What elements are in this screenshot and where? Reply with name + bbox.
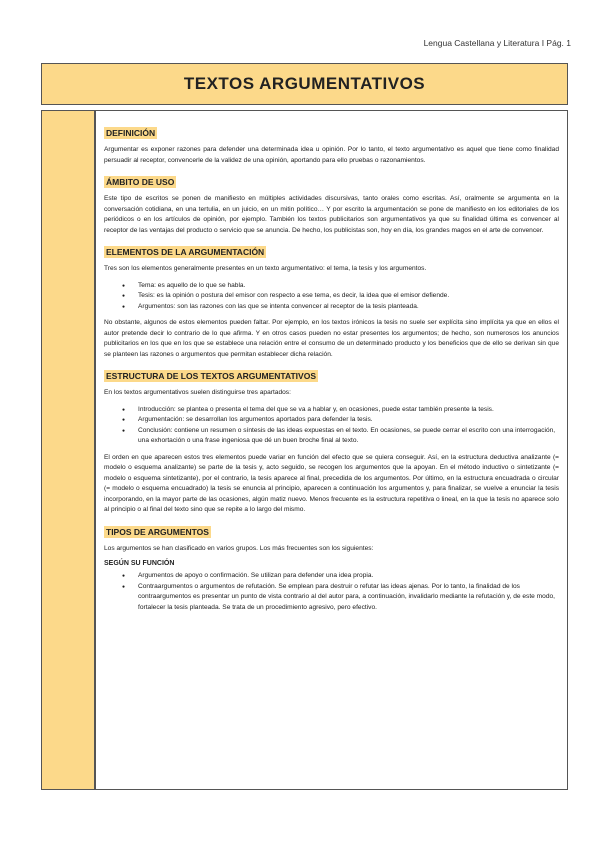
list-item: ● Tesis: es la opinión o postura del emisor con respecto a ese tema, es decir, la idea que el emisor defiende. [138,291,559,302]
section-heading: ELEMENTOS DE LA ARGUMENTACIÓN [106,247,265,257]
section-tipos [104,522,559,614]
list-item: ● Conclusión: contiene un resumen o síntesis de las ideas expuestas en el texto. En ocasiones, se puede cerrar el escrito con una interrogación, una exhortación o una frase ingeniosa que dé un buen broche final al texto. [138,426,559,447]
list-item: ● Argumentos de apoyo o confirmación. Se utilizan para defender una idea propia. [138,571,559,582]
bullet-list [104,405,559,447]
section-heading: ESTRUCTURA DE LOS TEXTOS ARGUMENTATIVOS [106,371,316,381]
page-header: Lengua Castellana y Literatura I Pág. 1 [423,38,571,48]
section-text: El orden en que aparecen estos tres elementos puede variar en función del efecto que se quiera conseguir. Así, en la estructura deductiva analizante (= modelo o esquema analizante) se parte de la tesis y, acto seguido, se recogen los argumentos que la apoyan. En el método inductivo o sintetizante (= modelo o esquema sintetizante), por el contrario, la tesis aparece al final, precedida de los argumentos. Por último, en la estructura encuadrada o circular (= modelo o esquema encuadrado) la tesis se enuncia al principio, aparecen a continuación los argumentos y, para finalizar, se vuelve a enunciar la tesis incorporando, en la mayor parte de las ocasiones, algún matiz nuevo. Menos frecuente es la estructura repetitiva o lineal, en la que la tesis no aparece solo al principio o al final del texto sino que se repite a lo largo del mismo. [104,453,559,513]
section-heading: TIPOS DE ARGUMENTOS [106,526,209,537]
section-estructura [104,366,559,516]
section-definicion [104,123,559,166]
section-heading: ÁMBITO DE USO [106,177,175,187]
list-item: ● Argumentación: se desarrollan los argumentos aportados para defender la tesis. [138,415,559,426]
page-title: TEXTOS ARGUMENTATIVOS [183,74,426,93]
section-text: Este tipo de escritos se ponen de manifiesto en múltiples actividades discursivas, tanto orales como escritas. Así, oralmente se argumenta en la conversación cotidiana, en una tertulia, en un juicio, en un mitin político… Y por escrito la argumentación se pone de manifiesto en los editoriales de los periódicos o en los artículos de opinión, por ejemplo. También los textos publicitarios son argumentativos ya que su finalidad última es convencer al receptor de las ventajas del producto o servicio que se anuncia. De hecho, los publicistas son, hoy en día, los grandes magos en el arte de convencer. [104,195,559,234]
section-intro: En los textos argumentativos suelen distinguirse tres apartados: [104,389,291,396]
section-intro: Tres son los elementos generalmente presentes en un texto argumentativo: el tema, la tesis y los argumentos. [104,265,427,272]
content-area [95,110,568,790]
side-margin-bar [41,110,95,790]
list-item: ● Argumentos: son las razones con las que se intenta convencer al receptor de la tesis planteada. [138,302,559,313]
list-item: ● Contraargumentos o argumentos de refutación. Se emplean para destruir o refutar las ideas ajenas. Por lo tanto, la finalidad de los contraargumentos es presentar un punto de vista contrario al del autor para, a continuación, invalidarlo mediante la refutación y, de este modo, fortalecer la tesis planteada. Se trata de un procedimiento agresivo, pero efectivo. [138,582,559,614]
list-item: ● Tema: es aquello de lo que se habla. [138,281,559,292]
section-elementos [104,242,559,360]
section-heading: DEFINICIÓN [106,128,156,138]
bullet-list [104,281,559,313]
subsection-heading: SEGÚN SU FUNCIÓN [104,560,175,567]
list-item: ● Introducción: se plantea o presenta el tema del que se va a hablar y, en ocasiones, puede estar también presente la tesis. [138,405,559,416]
section-ambito [104,172,559,236]
section-intro: Los argumentos se han clasificado en varios grupos. Los más frecuentes son los siguientes: [104,544,374,552]
bullet-list [104,571,559,613]
section-text: Argumentar es exponer razones para defender una determinada idea u opinión. Por lo tanto, el texto argumentativo es aquel que tiene como finalidad persuadir al receptor, convencerle de la validez de una opinión, aportando para ello pruebas o razonamientos. [104,146,559,164]
title-banner [41,63,568,105]
section-text: No obstante, algunos de estos elementos pueden faltar. Por ejemplo, en los textos irónicos la tesis no suele ser explícita sino implícita ya que en ellos el autor pretende decir lo contrario de lo que afirma. Y en otros casos pueden no estar presentes los argumentos; de hecho, son numerosos los anuncios publicitarios en los que en los que se establece una relación entre el consumo de un determinado producto y los beneficios que de ello se derivan sin que se planteen las razones o argumentos que permitan establecer dicha relación. [104,319,559,358]
